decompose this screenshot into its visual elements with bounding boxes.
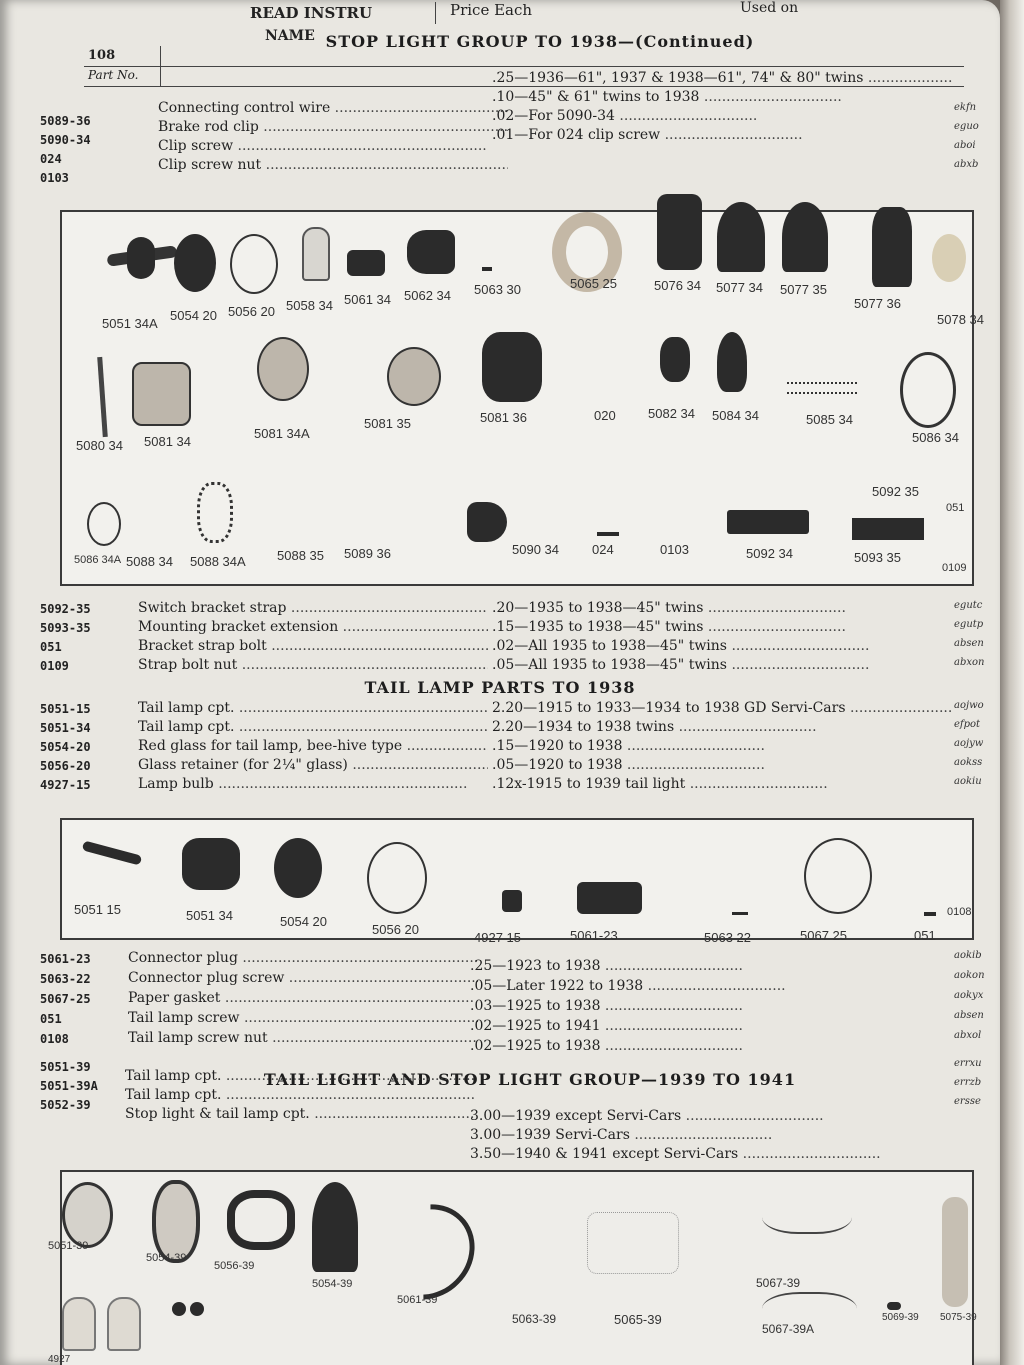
order-code: egutc xyxy=(954,600,983,611)
part-label: 5065 25 xyxy=(570,276,617,291)
name-column-header: NAME xyxy=(265,28,315,44)
spring-image xyxy=(787,382,857,394)
header-divider xyxy=(435,2,436,24)
part-name: Glass retainer (for 2¼" glass) ..... xyxy=(138,757,488,773)
part-label: 5088 34 xyxy=(126,554,173,569)
table-row xyxy=(40,719,990,738)
part-label: 5081 34 xyxy=(144,434,191,449)
order-code: aboi xyxy=(954,140,976,151)
part-price: .20—1935 to 1938—45" twins ..... xyxy=(492,600,952,616)
part-number: 5089-36 xyxy=(40,114,91,128)
part-number: 024 xyxy=(40,152,62,166)
part-name: Connecting control wire ..... xyxy=(158,100,508,116)
part-number-column-header: Part No. xyxy=(88,68,139,82)
part-price: .02—For 5090-34 ..... xyxy=(492,108,952,124)
part-label: 5063 22 xyxy=(704,930,751,945)
wire-loop-image xyxy=(87,502,121,546)
order-code: aokib xyxy=(954,950,982,961)
lever-image xyxy=(717,332,747,392)
header-rule-bottom xyxy=(84,86,964,87)
tail-lamp-image xyxy=(82,840,143,865)
parts-illustration-panel-3 xyxy=(48,1170,977,1365)
part-number: 5092-35 xyxy=(40,602,91,616)
red-glass-image xyxy=(274,838,322,898)
part-price: .15—1920 to 1938 ..... xyxy=(492,738,952,754)
part-name: Tail lamp screw ..... xyxy=(128,1010,478,1026)
part-name: Tail lamp screw nut ..... xyxy=(128,1030,478,1046)
part-number: 051 xyxy=(40,1012,62,1026)
part-label: 5081 36 xyxy=(480,410,527,425)
bulb-image xyxy=(502,890,522,912)
part-price: .12x-1915 to 1939 tail light ..... xyxy=(492,776,952,792)
part-label: 5056 20 xyxy=(372,922,419,937)
part-label: 5077 36 xyxy=(854,296,901,311)
tail-lamp-body-image xyxy=(127,237,155,279)
connector-plug-image xyxy=(577,882,642,914)
order-code: efpot xyxy=(954,719,981,730)
part-number: 5061-23 xyxy=(40,952,91,966)
tail-lamp-1939-image xyxy=(62,1182,113,1248)
part-label: 5081 35 xyxy=(364,416,411,431)
table-row xyxy=(40,990,990,1014)
part-label: 5058 34 xyxy=(286,298,333,313)
part-name: Stop light & tail lamp cpt. ..... xyxy=(125,1106,475,1122)
part-price: .02—1925 to 1938 ..... xyxy=(470,1038,930,1054)
part-label: 5061-23 xyxy=(570,928,618,943)
part-price: .01—For 024 clip screw ..... xyxy=(492,127,952,143)
part-name: Red glass for tail lamp, bee-hive type ..... xyxy=(138,738,488,754)
header-divider-2 xyxy=(160,46,161,86)
part-label: 5093 35 xyxy=(854,550,901,565)
order-code: absen xyxy=(954,638,984,649)
order-code: aokiu xyxy=(954,776,982,787)
red-glass-image xyxy=(174,234,216,292)
connector-image xyxy=(347,250,385,276)
part-price: 3.50—1940 & 1941 except Servi-Cars ..... xyxy=(470,1146,930,1162)
stop-lamp-image-2 xyxy=(257,337,309,401)
part-label: 5088 35 xyxy=(277,548,324,563)
part-name: Mounting bracket extension ..... xyxy=(138,619,488,635)
wire-coil-image xyxy=(900,352,956,428)
part-label: 5051 34A xyxy=(102,316,158,331)
table-row xyxy=(40,700,990,719)
glass-retainer-image xyxy=(230,234,278,294)
order-code: aokss xyxy=(954,757,983,768)
part-label: 5084 34 xyxy=(712,408,759,423)
part-label: 051 xyxy=(946,502,965,514)
part-price: .03—1925 to 1938 ..... xyxy=(470,998,930,1014)
part-label: 5051-39 xyxy=(48,1240,89,1252)
order-code: absen xyxy=(954,1010,984,1021)
part-label: 5067 25 xyxy=(800,928,847,943)
stop-lamp-image xyxy=(132,362,191,426)
part-number: 5093-35 xyxy=(40,621,91,635)
part-label: 5054-39 xyxy=(146,1252,187,1264)
part-name: Connector plug screw ..... xyxy=(128,970,478,986)
lens-image xyxy=(587,1212,679,1274)
bracket-image xyxy=(467,502,507,542)
order-code: errzb xyxy=(954,1077,982,1088)
part-label: 5077 35 xyxy=(780,282,827,297)
part-price: .05—1920 to 1938 ..... xyxy=(492,757,952,773)
table-row xyxy=(40,757,990,776)
part-label: 5075-39 xyxy=(940,1312,977,1323)
part-label: 5086 34A xyxy=(74,554,122,566)
screw-image xyxy=(732,912,748,915)
page-edge-right xyxy=(1000,0,1024,1365)
part-name: Tail lamp cpt. ..... xyxy=(125,1087,475,1103)
part-number: 5090-34 xyxy=(40,133,91,147)
order-code: aokyx xyxy=(954,990,984,1001)
order-code: abxb xyxy=(954,159,979,170)
order-code: eguo xyxy=(954,121,979,132)
part-name: Tail lamp cpt. ..... xyxy=(138,700,488,716)
part-label: 0109 xyxy=(942,562,967,574)
stop-lamp-image-3 xyxy=(387,347,441,406)
switch-image xyxy=(660,337,690,382)
part-number: 0108 xyxy=(40,1032,69,1046)
part-price: 3.00—1939 Servi-Cars ..... xyxy=(470,1127,930,1143)
part-name: Switch bracket strap ..... xyxy=(138,600,488,616)
order-code: egutp xyxy=(954,619,984,630)
part-label: 5069-39 xyxy=(882,1312,919,1323)
tail-lamp-image-2 xyxy=(182,838,240,890)
table-row xyxy=(40,1030,990,1054)
part-label: 5081 34A xyxy=(254,426,310,441)
part-price: 2.20—1915 to 1933—1934 to 1938 GD Servi-Cars ..... xyxy=(492,700,952,716)
part-price: .10—45" & 61" twins to 1938 ..... xyxy=(492,89,952,105)
bracket-image xyxy=(942,1197,968,1307)
table-row xyxy=(40,950,990,974)
part-label: 0108 xyxy=(947,906,972,918)
part-label: 5067-39A xyxy=(762,1322,815,1336)
part-label: 5076 34 xyxy=(654,278,701,293)
part-price: 2.20—1934 to 1938 twins ..... xyxy=(492,719,952,735)
switch-part-image-2 xyxy=(717,202,765,272)
part-number: 5054-20 xyxy=(40,740,91,754)
part-label: 020 xyxy=(594,408,616,423)
table-row xyxy=(40,600,990,619)
glass-retainer-image xyxy=(227,1190,295,1250)
part-price: 3.00—1939 except Servi-Cars ..... xyxy=(470,1108,930,1124)
part-number: 5056-20 xyxy=(40,759,91,773)
part-label: 5089 36 xyxy=(344,546,391,561)
part-label: 5056 20 xyxy=(228,304,275,319)
header-rule xyxy=(84,66,964,67)
table-row xyxy=(40,638,990,657)
screw-image xyxy=(482,267,492,271)
part-label: 5054-39 xyxy=(312,1278,353,1290)
paper-gasket-image xyxy=(804,838,872,914)
switch-part-image-3 xyxy=(782,202,828,272)
part-number: 5051-39A xyxy=(40,1079,98,1093)
bulb-image-2 xyxy=(107,1297,141,1351)
part-label: 5085 34 xyxy=(806,412,853,427)
bulb-image xyxy=(302,227,330,281)
part-label: 5054 20 xyxy=(170,308,217,323)
part-label: 5092 34 xyxy=(746,546,793,561)
order-code: ekfn xyxy=(954,102,977,113)
part-name: Paper gasket ..... xyxy=(128,990,478,1006)
switch-part-image-4 xyxy=(872,207,912,287)
part-label: 024 xyxy=(592,542,614,557)
part-label: 051 xyxy=(914,928,936,943)
parts-illustration-panel-2 xyxy=(60,818,974,945)
part-number: 5051-15 xyxy=(40,702,91,716)
screw-image xyxy=(597,532,619,536)
stop-lamp-bracket-image xyxy=(482,332,542,402)
part-name: Connector plug ..... xyxy=(128,950,478,966)
part-label: 5061-39 xyxy=(397,1294,438,1306)
rod-image xyxy=(97,357,108,437)
part-name: Clip screw nut ..... xyxy=(158,157,508,173)
part-number: 5051-34 xyxy=(40,721,91,735)
section-title-tail-lamp: TAIL LAMP PARTS TO 1938 xyxy=(364,678,636,697)
part-price: .02—All 1935 to 1938—45" twins ..... xyxy=(492,638,952,654)
part-label: 0103 xyxy=(660,542,689,557)
part-price: .05—Later 1922 to 1938 ..... xyxy=(470,978,930,994)
part-label: 5092 35 xyxy=(872,484,919,499)
table-row xyxy=(40,657,990,676)
table-row xyxy=(40,776,990,795)
table-row xyxy=(40,738,990,757)
part-number: 051 xyxy=(40,640,62,654)
part-label: 5051 15 xyxy=(74,902,121,917)
read-instructions-header: READ INSTRU xyxy=(250,4,373,22)
part-label: 5065-39 xyxy=(614,1312,662,1327)
order-code: ersse xyxy=(954,1096,981,1107)
table-row xyxy=(40,619,990,638)
part-label: 5080 34 xyxy=(76,438,123,453)
part-label: 5086 34 xyxy=(912,430,959,445)
order-code: aojyw xyxy=(954,738,984,749)
part-label: 5090 34 xyxy=(512,542,559,557)
part-label: 5062 34 xyxy=(404,288,451,303)
strap-image xyxy=(727,510,809,534)
table-row xyxy=(40,970,990,994)
part-label: 5088 34A xyxy=(190,554,246,569)
page-number: 108 xyxy=(88,48,116,63)
part-label: 4927 15 xyxy=(474,930,521,945)
order-code: aojwo xyxy=(954,700,984,711)
part-number: 5052-39 xyxy=(40,1098,91,1112)
part-name: Clip screw ..... xyxy=(158,138,508,154)
part-label: 5078 34 xyxy=(937,312,984,327)
order-code: abxon xyxy=(954,657,985,668)
part-label: 5054 20 xyxy=(280,914,327,929)
order-code: abxol xyxy=(954,1030,982,1041)
parts-illustration-panel-1 xyxy=(60,210,984,586)
part-name: Strap bolt nut ..... xyxy=(138,657,488,673)
screw-image xyxy=(887,1302,901,1310)
used-on-column-header: Used on xyxy=(740,0,799,16)
part-number: 4927-15 xyxy=(40,778,91,792)
screw-image xyxy=(924,912,936,916)
part-label: 5061 34 xyxy=(344,292,391,307)
glass-retainer-image xyxy=(367,842,427,914)
part-number: 5051-39 xyxy=(40,1060,91,1074)
part-number: 5067-25 xyxy=(40,992,91,1006)
section-title-stop-light-continued: STOP LIGHT GROUP TO 1938—(Continued) xyxy=(325,32,755,51)
part-label: 5063 30 xyxy=(474,282,521,297)
lamp-glass-image xyxy=(152,1180,200,1263)
section-title-tail-stop-1939: TAIL LIGHT AND STOP LIGHT GROUP—1939 TO 1941 xyxy=(263,1070,797,1089)
part-label: 5077 34 xyxy=(716,280,763,295)
lamp-shell-image xyxy=(312,1182,358,1272)
part-name: Tail lamp cpt. ..... xyxy=(138,719,488,735)
connector-plug-image xyxy=(407,230,455,274)
nut-image xyxy=(172,1302,186,1316)
disc-part-image xyxy=(932,234,966,282)
order-code: aokon xyxy=(954,970,985,981)
table-row xyxy=(40,1010,990,1034)
part-number: 0109 xyxy=(40,659,69,673)
part-label: 5082 34 xyxy=(648,406,695,421)
part-price: .25—1923 to 1938 ..... xyxy=(470,958,930,974)
price-column-header: Price Each xyxy=(450,1,533,19)
chain-image xyxy=(197,482,233,543)
bulb-image xyxy=(62,1297,96,1351)
part-price: .25—1936—61", 1937 & 1938—61", 74" & 80" twins ..... xyxy=(492,70,952,86)
part-price: .15—1935 to 1938—45" twins ..... xyxy=(492,619,952,635)
part-label: 4927 xyxy=(48,1354,71,1365)
gasket-wire-image xyxy=(762,1192,852,1234)
part-name: Brake rod clip ..... xyxy=(158,119,508,135)
bracket-extension-image xyxy=(852,518,924,540)
part-label: 5067-39 xyxy=(756,1276,801,1290)
part-label: 5051 34 xyxy=(186,908,233,923)
part-label: 5056-39 xyxy=(214,1260,255,1272)
part-price: .02—1925 to 1941 ..... xyxy=(470,1018,930,1034)
part-name: Lamp bulb ..... xyxy=(138,776,488,792)
part-label: 5063-39 xyxy=(512,1312,557,1326)
part-name: Bracket strap bolt ..... xyxy=(138,638,488,654)
part-number: 5063-22 xyxy=(40,972,91,986)
order-code: errxu xyxy=(954,1058,982,1069)
part-name: Tail lamp cpt. ..... xyxy=(125,1068,475,1084)
part-price: .05—All 1935 to 1938—45" twins ..... xyxy=(492,657,952,673)
switch-part-image xyxy=(657,194,702,270)
nut-image-2 xyxy=(190,1302,204,1316)
part-number: 0103 xyxy=(40,171,69,185)
